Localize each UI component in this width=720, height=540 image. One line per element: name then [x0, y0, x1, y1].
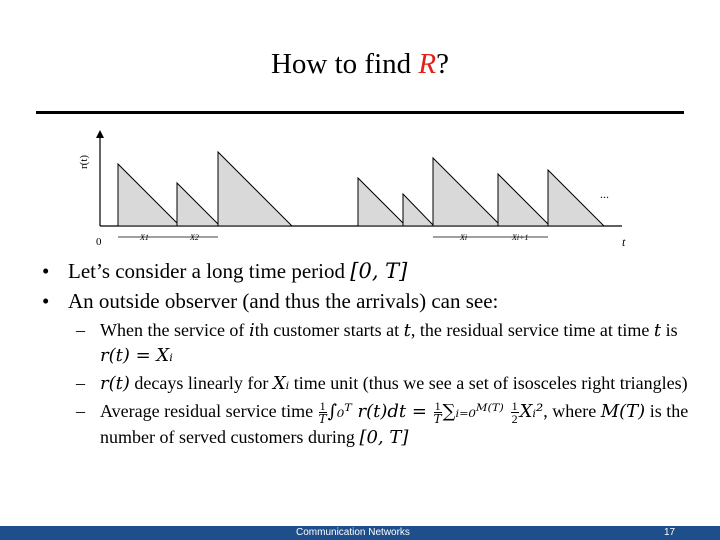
origin-label: 0	[96, 236, 102, 248]
triangle-4	[358, 178, 406, 226]
triangle-5	[403, 194, 434, 226]
title-variable: R	[418, 48, 437, 80]
ellipsis-label: ...	[600, 187, 609, 201]
t-axis-label: t	[622, 235, 626, 249]
title-suffix: ?	[436, 48, 449, 80]
y-axis-arrow	[96, 130, 104, 138]
title-text: How to find	[270, 48, 419, 80]
triangle-1	[118, 164, 180, 226]
sub-bullet-item: – When the service of ith customer starts at t, the residual service time at time t is r(t) = Xᵢ	[68, 318, 696, 368]
bullet-item: • An outside observer (and thus the arrivals) can see: – When the service of ith customer starts at t, the residual service time at time t is r(t) = Xᵢ – r(t) decays linearly for Xᵢ time unit (thus we see a set of isosceles right triangles) – Average residual service time $\frac{1}{T}$ ∫₀ᵀ r(t)dt = $\frac{1}{T}$ ∑ᵢ₌₀ᴹ⁽ᵀ⁾ $\frac{1}{2}$ Xᵢ², where M(T) is the number of served customers during [0, T]	[36, 286, 696, 450]
triangle-8	[548, 170, 604, 226]
fraction-1-over-2: $\frac{1}{2}$	[511, 399, 518, 427]
triangle-2	[177, 183, 220, 226]
interval-math: [0, T]	[350, 259, 408, 283]
triangle-6	[433, 158, 501, 226]
residual-time-figure	[72, 128, 650, 253]
triangle-7	[498, 174, 550, 226]
bullet-item: • Let’s consider a long time period [0, T]	[36, 256, 696, 286]
x1-label: X1	[140, 233, 149, 242]
page-number: 17	[664, 527, 676, 538]
bullet-list	[36, 256, 696, 453]
xi1-label: Xi+1	[512, 233, 529, 242]
fraction-1-over-T-2: $\frac{1}{T}$	[433, 399, 442, 427]
slide-title	[0, 48, 720, 81]
footer-title: Communication Networks	[296, 527, 410, 538]
xi-label: Xi	[460, 233, 468, 242]
triangle-3	[218, 152, 292, 226]
x2-label: X2	[190, 233, 199, 242]
title-divider	[36, 111, 684, 114]
sub-bullet-list	[68, 318, 696, 450]
sub-bullet-item: – Average residual service time $\frac{1}{T}$ ∫₀ᵀ r(t)dt = $\frac{1}{T}$ ∑ᵢ₌₀ᴹ⁽ᵀ⁾ $\frac{1}{2}$ Xᵢ², where M(T) is the number of served customers during [0, T]	[68, 399, 696, 450]
footer-bar	[0, 526, 720, 540]
y-axis-label: r(t)	[78, 154, 90, 169]
sub-bullet-item: – r(t) decays linearly for Xᵢ time unit (thus we see a set of isosceles right triangles)	[68, 371, 696, 396]
fraction-1-over-T: $\frac{1}{T}$	[318, 399, 327, 427]
